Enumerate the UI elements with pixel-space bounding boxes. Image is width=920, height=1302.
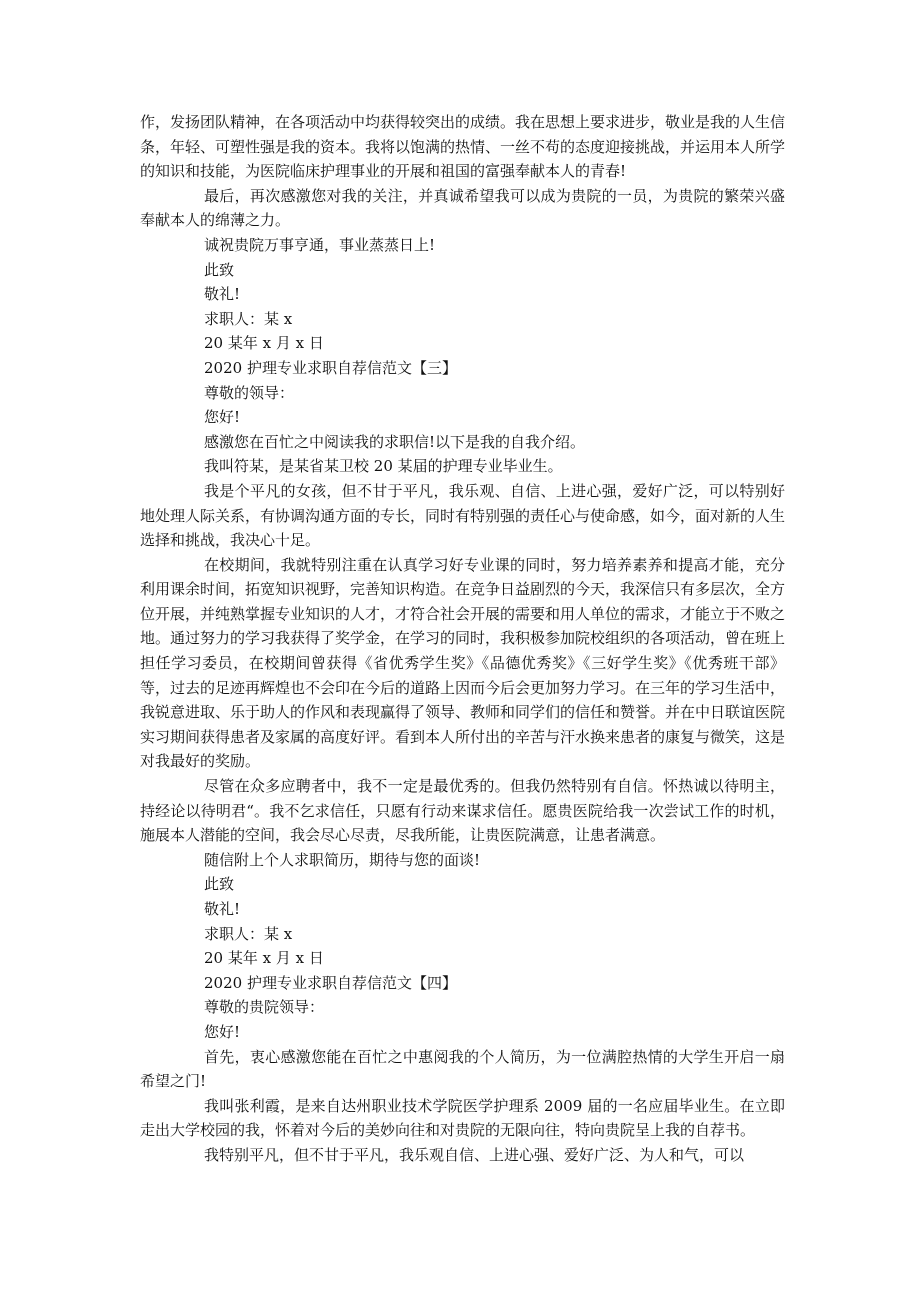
salutation: 尊敬的领导： — [204, 383, 295, 402]
date-line: 20 某年 x 月 x 日 — [204, 334, 324, 353]
section-heading: 2020 护理专业求职自荐信范文【三】 — [204, 358, 457, 377]
text-line: 敬礼! — [204, 900, 241, 918]
paragraph: 我特别平凡，但不甘于平凡，我乐观自信、上进心强、爱好广泛、为人和气，可以 — [204, 1145, 745, 1164]
signature-line: 求职人：某 x — [204, 309, 293, 328]
paragraph: 我是个平凡的女孩，但不甘于平凡，我乐观、自信、上进心强，爱好广泛，可以特别好地处理人际关系，有协调沟通方面的专长，同时有特别强的责任心与使命感，如今，面对新的人生选择和挑战，我决心十足。 — [140, 481, 786, 550]
paragraph: 尽管在众多应聘者中，我不一定是最优秀的。但我仍然特别有自信。怀热诚以待明主，持经论以待明君“。我不乞求信任，只愿有行动来谋求信任。愿贵医院给我一次尝试工作的时机，施展本人潜能的空间，我会尽心尽责，尽我所能，让贵医院满意，让患者满意。 — [140, 777, 785, 845]
text-line: 诚祝贵院万事亨通，事业蒸蒸日上! — [204, 235, 436, 254]
greeting: 您好! — [204, 1022, 241, 1041]
paragraph: 作，发扬团队精神，在各项活动中均获得较突出的成绩。我在思想上要求进步，敬业是我的人生信条，年轻、可塑性强是我的资本。我将以饱满的热情、一丝不苟的态度迎接挑战，并运用本人所学的知识和技能，为医院临床护理事业的开展和祖国的富强奉献本人的青春! — [140, 113, 786, 181]
document-page — [140, 110, 785, 1168]
paragraph: 最后，再次感激您对我的关注，并真诚希望我可以成为贵院的一员，为贵院的繁荣兴盛奉献本人的绵薄之力。 — [140, 186, 785, 230]
section-heading: 2020 护理专业求职自荐信范文【四】 — [204, 973, 457, 992]
paragraph: 我叫张利霞，是来自达州职业技术学院医学护理系 2009 届的一名应届毕业生。在立即走出大学校园的我，怀着对今后的美妙向往和对贵院的无限向往，特向贵院呈上我的自荐书。 — [140, 1096, 785, 1140]
salutation: 尊敬的贵院领导： — [204, 998, 325, 1017]
date-line: 20 某年 x 月 x 日 — [204, 949, 324, 968]
text-line: 随信附上个人求职简历，期待与您的面谈! — [204, 850, 481, 869]
signature-line: 求职人：某 x — [204, 924, 293, 943]
text-line: 感激您在百忙之中阅读我的求职信!以下是我的自我介绍。 — [204, 432, 586, 451]
greeting: 您好! — [204, 408, 241, 427]
text-line: 此致 — [204, 875, 235, 894]
paragraph: 在校期间，我就特别注重在认真学习好专业课的同时，努力培养素养和提高才能，充分利用课余时间，拓宽知识视野，完善知识构造。在竞争日益剧烈的今天，我深信只有多层次，全方位开展，并纯熟掌握专业知识的人才，才符合社会开展的需要和用人单位的需求，才能立于不败之地。通过努力的学习我获得了奖学金，在学习的同时，我积极参加院校组织的各项活动，曾在班上担任学习委员，在校期间曾获得《省优秀学生奖》《品德优秀奖》《三好学生奖》《优秀班干部》等，过去的足迹再辉煌也不会印在今后的道路上因而今后会更加努力学习。在三年的学习生活中，我锐意进取、乐于助人的作风和表现赢得了领导、教师和同学们的信任和赞誉。并在中日联谊医院实习期间获得患者及家属的高度好评。看到本人所付出的辛苦与汗水换来患者的康复与微笑，这是对我最好的奖励。 — [140, 555, 786, 771]
text-line: 此致 — [204, 260, 235, 279]
text-line: 敬礼! — [204, 285, 241, 304]
paragraph: 首先，衷心感激您能在百忙之中惠阅我的个人简历，为一位满腔热情的大学生开启一扇希望之门! — [140, 1047, 785, 1091]
text-line: 我叫符某，是某省某卫校 20 某届的护理专业毕业生。 — [204, 457, 563, 476]
